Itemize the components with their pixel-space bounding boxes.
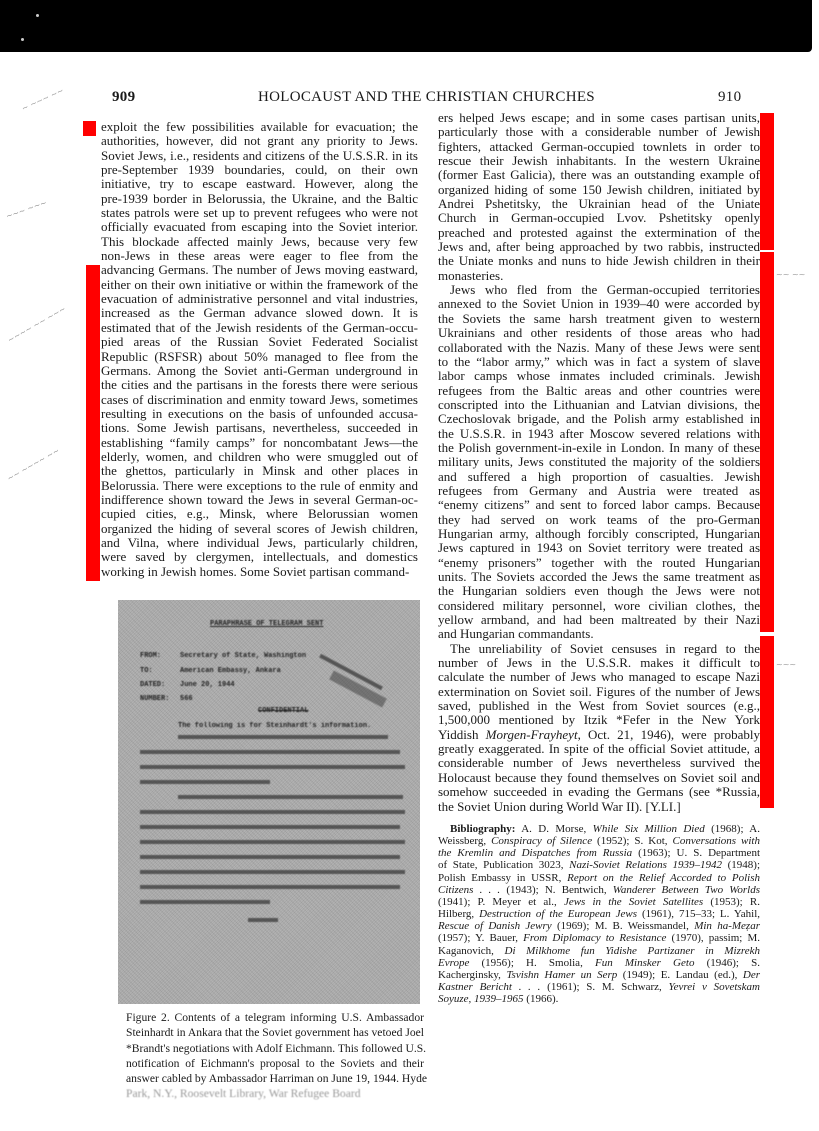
- text-segment: (1966).: [523, 993, 559, 1006]
- telegram-field-label: TO:: [140, 667, 153, 675]
- telegram-field-value: 566: [180, 695, 193, 703]
- italic-title: Der: [742, 968, 760, 981]
- text-line: to the “labor army,” which was in fact a system of slave: [438, 353, 760, 369]
- handwritten-annotation: ~ ~~~ ~~: [20, 85, 66, 114]
- text-line: organized the hiding of several scores of Jewish children,: [101, 520, 418, 536]
- text-line: cupied cities, e.g., Minsk, where Belorussian women: [101, 506, 418, 522]
- text-line: [438, 823, 760, 835]
- telegram-heading: PARAPHRASE OF TELEGRAM SENT: [210, 620, 324, 628]
- italic-title: From Diplomacy to Resistance: [523, 932, 667, 945]
- text-segment: (1968); A.: [704, 823, 761, 835]
- text-line: “enemy prisoners” together with the routed Hungarian: [438, 554, 760, 570]
- text-line: military units, Jews constituted the majority of the soldiers: [438, 454, 760, 470]
- text-line: notification of Eichmann's proposal to the Soviets and their: [126, 1056, 424, 1070]
- page-number-left: 909: [112, 89, 136, 105]
- running-title: HOLOCAUST AND THE CHRISTIAN CHURCHES: [258, 89, 595, 105]
- text-line: Jews captured in 1943 on Soviet territory were treated as: [438, 540, 760, 556]
- text-line: Soviet Jews, i.e., residents and citizens of the U.S.S.R. in its: [101, 147, 418, 163]
- text-line: ers helped Jews escape; and in some cases partisan units,: [438, 110, 760, 125]
- text-line: and suffered a high proportion of casualties. Jewish: [438, 468, 760, 484]
- text-line: somehow succeeded in evading the Germans (see *Russia,: [438, 784, 760, 800]
- text-line: [438, 847, 760, 859]
- text-line: Church in German-occupied Lvov. Pshetitsky openly: [438, 210, 760, 226]
- highlight-bar-right: [760, 113, 774, 250]
- text-segment: (1948);: [722, 859, 761, 872]
- handwritten-annotation: ~~~: [776, 660, 797, 669]
- text-line: collaborated with the Nazis. Many of these Jews were sent: [438, 339, 760, 355]
- text-line: preached and protested against the extermination of the: [438, 224, 760, 240]
- telegram-text-line: [178, 735, 388, 739]
- text-line: cases of discrimination and enmity toward Jews, sometimes: [101, 391, 418, 407]
- text-segment: Kaganovich,: [438, 944, 505, 957]
- text-segment: of State, Publication 3023,: [438, 859, 570, 872]
- telegram-field-value: Secretary of State, Washington: [180, 652, 307, 660]
- text-line: [438, 642, 760, 656]
- handwritten-annotation: ~~~~ ~~ ~~~: [6, 304, 68, 345]
- italic-title: Citizens . . .: [438, 883, 501, 896]
- text-line: saved, published in the West from Soviet sources (e.g.,: [438, 698, 760, 714]
- text-line: states patrols were set up to prevent refugees who were not: [101, 205, 418, 221]
- text-segment: (1943); N. Bentwich,: [500, 883, 613, 896]
- text-line: non-Jews in these areas were eager to flee from the: [101, 248, 418, 264]
- text-line: evacuation of administrative personnel and vital industries,: [101, 291, 418, 307]
- text-line: the U.S.S.R. in 1943 after Moscow severed relations with: [438, 425, 760, 441]
- text-line: elderly, women, and children who were smuggled out of: [101, 448, 418, 464]
- text-segment: Park, N.Y., Roosevelt Library, War Refugee Board: [126, 1087, 361, 1101]
- text-line: Figure 2. Contents of a telegram informing U.S. Ambassador: [126, 1011, 424, 1024]
- highlight-bar-left: [86, 265, 100, 581]
- text-line: Czechoslovak brigade, and the Polish army established in: [438, 411, 760, 427]
- text-line: [438, 872, 760, 884]
- telegram-text-line: [140, 840, 405, 844]
- text-line: pied areas of the Russian Soviet Federated Socialist: [101, 334, 418, 350]
- text-line: yellow armband, and had been maltreated by their Nazi: [438, 612, 760, 628]
- text-line: conscripted into the Lithuanian and Latvian divisions, the: [438, 396, 760, 412]
- text-segment: (1957); Y. Bauer,: [438, 932, 524, 945]
- text-line: the Soviet Union during World War II). [Y.LI.]: [438, 798, 681, 814]
- text-line: [438, 728, 760, 742]
- telegram-text-line: [140, 750, 400, 754]
- text-segment: (1952); S. Kot,: [592, 835, 673, 848]
- text-line: [438, 627, 760, 641]
- text-line: [438, 896, 760, 908]
- text-line: working in Jewish homes. Some Soviet partisan command-: [101, 563, 410, 579]
- telegram-figure: [118, 600, 420, 1004]
- text-line: the Polish government-in-exile in London. In many of these: [438, 439, 760, 455]
- text-line: [438, 920, 760, 932]
- text-line: authorities, however, did not grant any priority to Jews.: [101, 133, 418, 149]
- bibliography: [438, 823, 760, 1005]
- page-number-right: 910: [718, 89, 742, 105]
- telegram-classification: CONFIDENTIAL: [258, 707, 309, 715]
- text-line: [126, 1086, 424, 1101]
- text-line: [438, 859, 760, 871]
- scan-speck: [21, 38, 24, 41]
- italic-title: the Kremlin and Dispatches from Russia: [438, 847, 633, 860]
- telegram-text-line: [140, 900, 270, 904]
- text-line: considered military personnel, wore civilian clothes, the: [438, 597, 760, 613]
- text-segment: (1956); H. Smolia,: [469, 956, 595, 969]
- text-line: [438, 993, 760, 1005]
- text-line: Ukrainians and other residents of those areas who had: [438, 325, 760, 341]
- highlight-mark: [83, 121, 96, 136]
- telegram-body: The following is for Steinhardt's information.: [178, 722, 372, 730]
- highlight-bar-right: [760, 252, 774, 632]
- text-line: Holocaust because they found themselves on Soviet soil and: [438, 769, 760, 785]
- text-segment: monasteries.: [438, 267, 504, 283]
- italic-title: Rescue of Danish Jewry: [438, 920, 552, 933]
- text-line: calculate the number of Jews who managed to escape Nazi: [438, 669, 760, 685]
- text-line: [438, 969, 760, 981]
- text-segment: (1946); S.: [694, 956, 761, 969]
- text-line: either on their own initiative or within the framework of the: [101, 276, 418, 292]
- text-line: Steinhardt in Ankara that the Soviet government has vetoed Joel: [126, 1026, 424, 1040]
- text-line: estimated that of the Jewish residents of the German-occu-: [101, 319, 418, 335]
- italic-title: Destruction of the European Jews: [479, 908, 638, 921]
- text-line: “enemy citizens” and sent to forced labor camps. Because: [438, 497, 760, 513]
- text-line: Andrei Pshetitsky, the Ukrainian head of the Uniate: [438, 196, 760, 212]
- text-segment: and Hungarian commandants.: [438, 626, 594, 642]
- text-line: *Brandt's negotiations with Adolf Eichmann. This followed U.S.: [126, 1041, 427, 1055]
- text-segment: (1949); E. Landau (ed.),: [617, 968, 743, 981]
- handwritten-annotation: ~~ ~~~~ ~~: [5, 445, 62, 484]
- text-line: advancing Germans. The number of Jews moving eastward,: [101, 262, 418, 278]
- text-line: Hungarian army, although forcibly conscripted, Hungarian: [438, 525, 760, 541]
- italic-title: Min ha-Meẓar: [694, 920, 760, 933]
- telegram-text-line: [140, 855, 400, 859]
- text-line: particularly those with a considerable number of Jewish: [438, 124, 760, 140]
- text-line: refugees from Germany and Austria were treated as: [438, 482, 760, 498]
- text-segment: (1953); R.: [703, 895, 760, 908]
- italic-title: Tsvishn Hamer un Serp: [506, 968, 618, 981]
- text-line: [438, 835, 760, 847]
- text-segment: (1969); M. B. Weissmandel,: [551, 920, 695, 933]
- italic-title: Report on the Relief Accorded to Polish: [567, 871, 760, 884]
- text-line: indifference shown toward the Jews in several German-oc-: [101, 491, 418, 507]
- italic-title: Wanderer Between Two Worlds: [612, 883, 760, 896]
- text-line: officially evacuated from escaping into the Soviet interior.: [101, 219, 418, 235]
- text-line: greatly exaggerated. In spite of the official Soviet attitude, a: [438, 741, 760, 757]
- telegram-field-label: DATED:: [140, 681, 166, 689]
- text-segment: Polish Embassy in USSR,: [438, 871, 568, 884]
- text-segment: Weissberg,: [438, 835, 492, 848]
- figure-caption: [126, 1010, 428, 1102]
- text-line: [438, 884, 760, 896]
- text-line: Jews and, after being approached by two rabbis, instructed: [438, 239, 760, 255]
- text-line: 1,500,000 mentioned by Itzik *Fefer in the New York: [438, 712, 760, 728]
- telegram-text-line: [140, 765, 405, 769]
- italic-title: Kastner Bericht . . .: [438, 981, 541, 994]
- telegram-text-line: [140, 870, 405, 874]
- text-line: [438, 945, 760, 957]
- text-segment: (1961), 715–33; L. Yahil,: [637, 908, 761, 921]
- italic-title: Conversations with: [672, 835, 760, 848]
- bold-label: Bibliography:: [450, 823, 516, 835]
- text-segment: Jews who fled from the German-occupied territories: [450, 282, 760, 298]
- telegram-text-line: [178, 795, 403, 799]
- text-line: establishing “family camps” for noncombatant Jews—the: [101, 434, 418, 450]
- text-line: Belorussia. There were exceptions to the rule of enmity and: [101, 477, 418, 493]
- italic-title: Di Milkhome fun Yidishe Partizaner in Mizrekh: [504, 944, 760, 957]
- text-line: [438, 957, 760, 969]
- text-line: [438, 908, 760, 920]
- text-line: refugees from the Baltic areas and other countries were: [438, 382, 760, 398]
- text-segment: Yiddish: [438, 726, 486, 742]
- text-segment: Kacherginsky,: [438, 968, 507, 981]
- italic-title: Conspiracy of Silence: [491, 835, 593, 848]
- right-column-text: [438, 111, 760, 814]
- text-line: considerable number of Jews nevertheless survived the: [438, 755, 760, 771]
- text-line: (former East Galicia), there was an outstanding example of: [438, 167, 760, 183]
- text-line: tions. Some Jewish partisans, nevertheless, succeeded in: [101, 420, 418, 436]
- text-segment: A. D. Morse,: [515, 823, 593, 835]
- text-line: the ghettos, particularly in Minsk and other places in: [101, 463, 418, 479]
- text-segment: (1961); S. M. Schwarz,: [540, 981, 669, 994]
- text-segment: , Oct. 21, 1946), were probably: [577, 726, 760, 742]
- text-segment: (1963); U. S. Department: [632, 847, 760, 860]
- telegram-field-value: June 20, 1944: [180, 681, 235, 689]
- text-line: exploit the few possibilities available for evacuation; the: [101, 119, 418, 134]
- handwritten-annotation: ~~~ ~~~: [4, 197, 49, 222]
- highlight-bar-right: [760, 636, 774, 808]
- italic-title: Nazi-Soviet Relations 1939–1942: [569, 859, 723, 872]
- text-line: fighters, attacked German-occupied townlets in order to: [438, 138, 760, 154]
- text-line: the Uniate monks and nuns to hide Jewish children in their: [438, 253, 760, 269]
- text-line: the Soviets the same harsh treatment given to western: [438, 310, 760, 326]
- text-line: resulting in executions on the basis of unfounded accusa-: [101, 405, 418, 421]
- text-line: annexed to the Soviet Union in 1939–40 were accorded by: [438, 296, 760, 312]
- text-segment: (1970), passim; M.: [666, 932, 760, 945]
- text-line: the Hungarian soldiers even though the Jews were not: [438, 583, 760, 599]
- italic-title: Morgen-Frayheyt: [485, 726, 578, 742]
- text-line: organized hiding of some 150 Jewish children, initiated by: [438, 181, 760, 197]
- text-line: Republic (RSFSR) about 50% managed to flee from the: [101, 348, 418, 364]
- text-line: [438, 932, 760, 944]
- text-line: units. The Soviets accorded the Jews the same treatment as: [438, 569, 760, 584]
- italic-title: While Six Million Died: [592, 823, 705, 835]
- italic-title: Evrope: [438, 956, 470, 969]
- text-line: Germans. Among the Soviet anti-German underground in: [101, 362, 418, 378]
- scan-dark-band: [0, 0, 812, 52]
- text-line: [438, 283, 760, 297]
- telegram-text-line: [140, 810, 405, 814]
- text-line: they had served on work teams of the pro-German: [438, 511, 760, 527]
- text-line: extermination on Soviet soil. Figures of the number of Jews: [438, 683, 760, 699]
- text-line: the cities and the partisans in the forests there were serious: [101, 377, 418, 393]
- text-segment: Hilberg,: [438, 908, 480, 921]
- text-line: answer cabled by Ambassador Harriman on June 19, 1944. Hyde: [126, 1072, 428, 1086]
- text-line: number of Jews in the U.S.S.R. makes it difficult to: [438, 655, 760, 671]
- telegram-field-label: NUMBER:: [140, 695, 170, 703]
- text-line: labor camps whose inmates included criminals. Jewish: [438, 368, 760, 384]
- text-segment: (1941); P. Meyer et al.,: [438, 895, 564, 908]
- scan-speck: [36, 14, 39, 17]
- handwritten-annotation: ~~ ~~: [776, 270, 806, 279]
- italic-title: Fun Minsker Geto: [594, 956, 695, 969]
- telegram-field-label: FROM:: [140, 652, 162, 660]
- italic-title: Soyuze, 1939–1965: [438, 993, 524, 1006]
- text-line: pre-September 1939 boundaries, could, on their own: [101, 162, 418, 178]
- text-line: initiative, try to escape eastward. However, along the: [101, 176, 418, 192]
- telegram-text-line: [248, 918, 278, 922]
- left-column-text: [101, 120, 418, 579]
- text-line: increased as the German advance slowed down. It is: [101, 305, 418, 321]
- telegram-text-line: [140, 780, 270, 784]
- telegram-field-value: American Embassy, Ankara: [180, 667, 281, 675]
- telegram-text-line: [140, 825, 400, 829]
- text-line: [438, 269, 760, 283]
- text-line: rescue their Jewish inhabitants. In the western Ukraine: [438, 153, 760, 169]
- text-line: [438, 981, 760, 993]
- telegram-text-line: [140, 885, 400, 889]
- text-line: and Vilna, where individual Jews, particularly children,: [101, 534, 418, 550]
- italic-title: Yevrei v Sovetskam: [668, 981, 761, 994]
- text-line: were saved by clergymen, intellectuals, and domestics: [101, 549, 418, 565]
- text-segment: The unreliability of Soviet censuses in regard to the: [450, 640, 760, 656]
- text-line: This blockade affected mainly Jews, because very few: [101, 233, 418, 249]
- text-line: pre-1939 border in Belorussia, the Ukraine, and the Baltic: [101, 190, 418, 206]
- italic-title: Jews in the Soviet Satellites: [563, 895, 704, 908]
